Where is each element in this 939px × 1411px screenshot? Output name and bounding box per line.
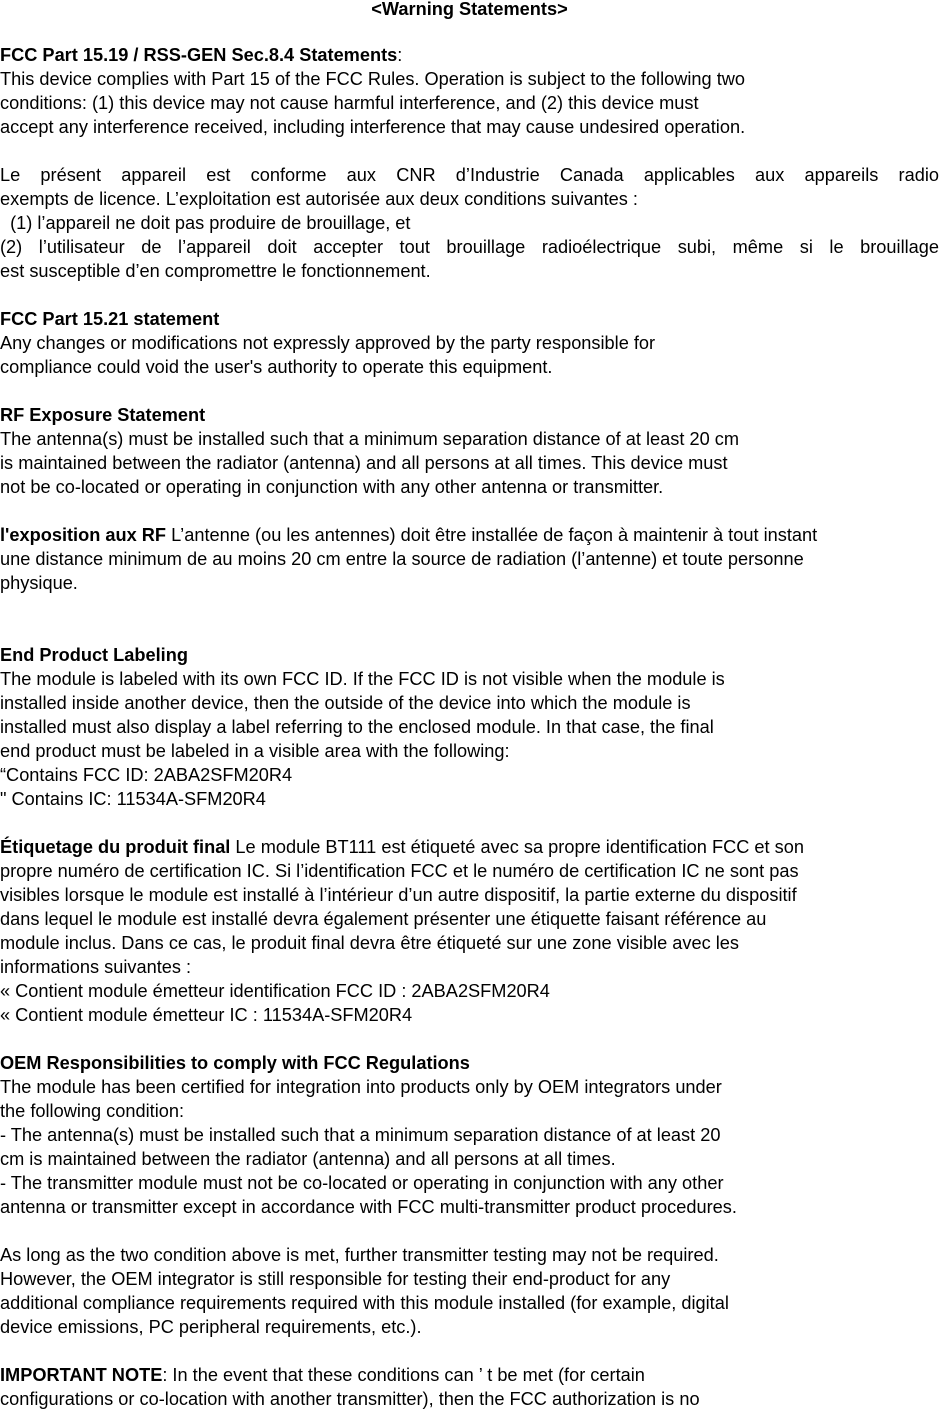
rf-exposure-fr-line: [0, 523, 817, 547]
page-title: <Warning Statements>: [371, 0, 568, 19]
etiquetage-line: [0, 835, 804, 859]
paragraph-line: propre numéro de certification IC. Si l’identification FCC et le numéro de certification IC ne sont pas: [0, 861, 799, 881]
paragraph-line: informations suivantes :: [0, 957, 192, 977]
paragraph-line: module inclus. Dans ce cas, le produit final devra être étiqueté sur une zone visible avec les: [0, 933, 740, 953]
paragraph-line: device emissions, PC peripheral requirements, etc.).: [0, 1317, 422, 1337]
paragraph-line: The module has been certified for integration into products only by OEM integrators under: [0, 1077, 722, 1097]
important-note-text: : In the event that these conditions can ’ t be met (for certain: [162, 1365, 645, 1385]
etiquetage-heading: Étiquetage du produit final: [0, 837, 231, 857]
paragraph-line: - The transmitter module must not be co-located or operating in conjunction with any other: [0, 1173, 724, 1193]
paragraph-line: is maintained between the radiator (antenna) and all persons at all times. This device must: [0, 453, 728, 473]
paragraph-line: physique.: [0, 573, 78, 593]
paragraph-line: the following condition:: [0, 1101, 185, 1121]
paragraph-line: installed inside another device, then the outside of the device into which the module is: [0, 693, 691, 713]
paragraph-line: Le présent appareil est conforme aux CNR d’Industrie Canada applicables aux appareils radio: [0, 165, 939, 185]
etiquetage-text: Le module BT111 est étiqueté avec sa propre identification FCC et son: [230, 837, 804, 857]
fcc-15-19-heading-line: [0, 43, 402, 67]
fcc-id-label-fr: « Contient module émetteur identification FCC ID : 2ABA2SFM20R4: [0, 981, 550, 1001]
paragraph-line: end product must be labeled in a visible area with the following:: [0, 741, 510, 761]
paragraph-line: However, the OEM integrator is still responsible for testing their end-product for any: [0, 1269, 671, 1289]
paragraph-line: une distance minimum de au moins 20 cm entre la source de radiation (l’antenne) et toute personne: [0, 549, 804, 569]
paragraph-line: not be co-located or operating in conjunction with any other antenna or transmitter.: [0, 477, 664, 497]
paragraph-line: visibles lorsque le module est installé à l’intérieur d’un autre dispositif, la partie externe du dispositif: [0, 885, 797, 905]
paragraph-line: The antenna(s) must be installed such that a minimum separation distance of at least 20 cm: [0, 429, 739, 449]
end-product-labeling-heading: End Product Labeling: [0, 645, 188, 665]
paragraph-line: accept any interference received, including interference that may cause undesired operation.: [0, 117, 746, 137]
ic-id-label-fr: « Contient module émetteur IC : 11534A-SFM20R4: [0, 1005, 413, 1025]
important-note-heading: IMPORTANT NOTE: [0, 1365, 163, 1385]
paragraph-line: - The antenna(s) must be installed such that a minimum separation distance of at least 20: [0, 1125, 721, 1145]
paragraph-line: est susceptible d’en compromettre le fonctionnement.: [0, 261, 431, 281]
ic-id-label: " Contains IC: 11534A-SFM20R4: [0, 789, 266, 809]
paragraph-line: As long as the two condition above is met, further transmitter testing may not be required.: [0, 1245, 719, 1265]
paragraph-line: The module is labeled with its own FCC ID. If the FCC ID is not visible when the module is: [0, 669, 725, 689]
paragraph-line: cm is maintained between the radiator (antenna) and all persons at all times.: [0, 1149, 616, 1169]
paragraph-line: antenna or transmitter except in accordance with FCC multi-transmitter product procedures.: [0, 1197, 737, 1217]
rf-exposure-heading: RF Exposure Statement: [0, 405, 206, 425]
paragraph-line: conditions: (1) this device may not cause harmful interference, and (2) this device must: [0, 93, 699, 113]
oem-responsibilities-heading: OEM Responsibilities to comply with FCC Regulations: [0, 1053, 470, 1073]
fcc-15-19-heading: FCC Part 15.19 / RSS-GEN Sec.8.4 Statements: [0, 45, 398, 65]
fcc-15-21-heading: FCC Part 15.21 statement: [0, 309, 220, 329]
fcc-id-label: “Contains FCC ID: 2ABA2SFM20R4: [0, 765, 293, 785]
paragraph-line: installed must also display a label referring to the enclosed module. In that case, the final: [0, 717, 714, 737]
fcc-15-19-heading-colon: :: [397, 45, 403, 65]
paragraph-line: configurations or co-location with another transmitter), then the FCC authorization is no: [0, 1389, 700, 1409]
paragraph-line: exempts de licence. L’exploitation est autorisée aux deux conditions suivantes :: [0, 189, 638, 209]
paragraph-line: (2) l’utilisateur de l’appareil doit accepter tout brouillage radioélectrique subi, même si le brouillage: [0, 237, 939, 257]
paragraph-line: (1) l’appareil ne doit pas produire de brouillage, et: [0, 213, 411, 233]
paragraph-line: dans lequel le module est installé devra également présenter une étiquette faisant référence au: [0, 909, 767, 929]
paragraph-line: Any changes or modifications not expressly approved by the party responsible for: [0, 333, 656, 353]
rf-exposure-fr-heading: l'exposition aux RF: [0, 525, 167, 545]
paragraph-line: This device complies with Part 15 of the FCC Rules. Operation is subject to the following two: [0, 69, 746, 89]
rf-exposure-fr-text: L’antenne (ou les antennes) doit être installée de façon à maintenir à tout instant: [166, 525, 818, 545]
important-note-line: [0, 1363, 645, 1387]
paragraph-line: additional compliance requirements required with this module installed (for example, digital: [0, 1293, 729, 1313]
paragraph-line: compliance could void the user's authority to operate this equipment.: [0, 357, 553, 377]
